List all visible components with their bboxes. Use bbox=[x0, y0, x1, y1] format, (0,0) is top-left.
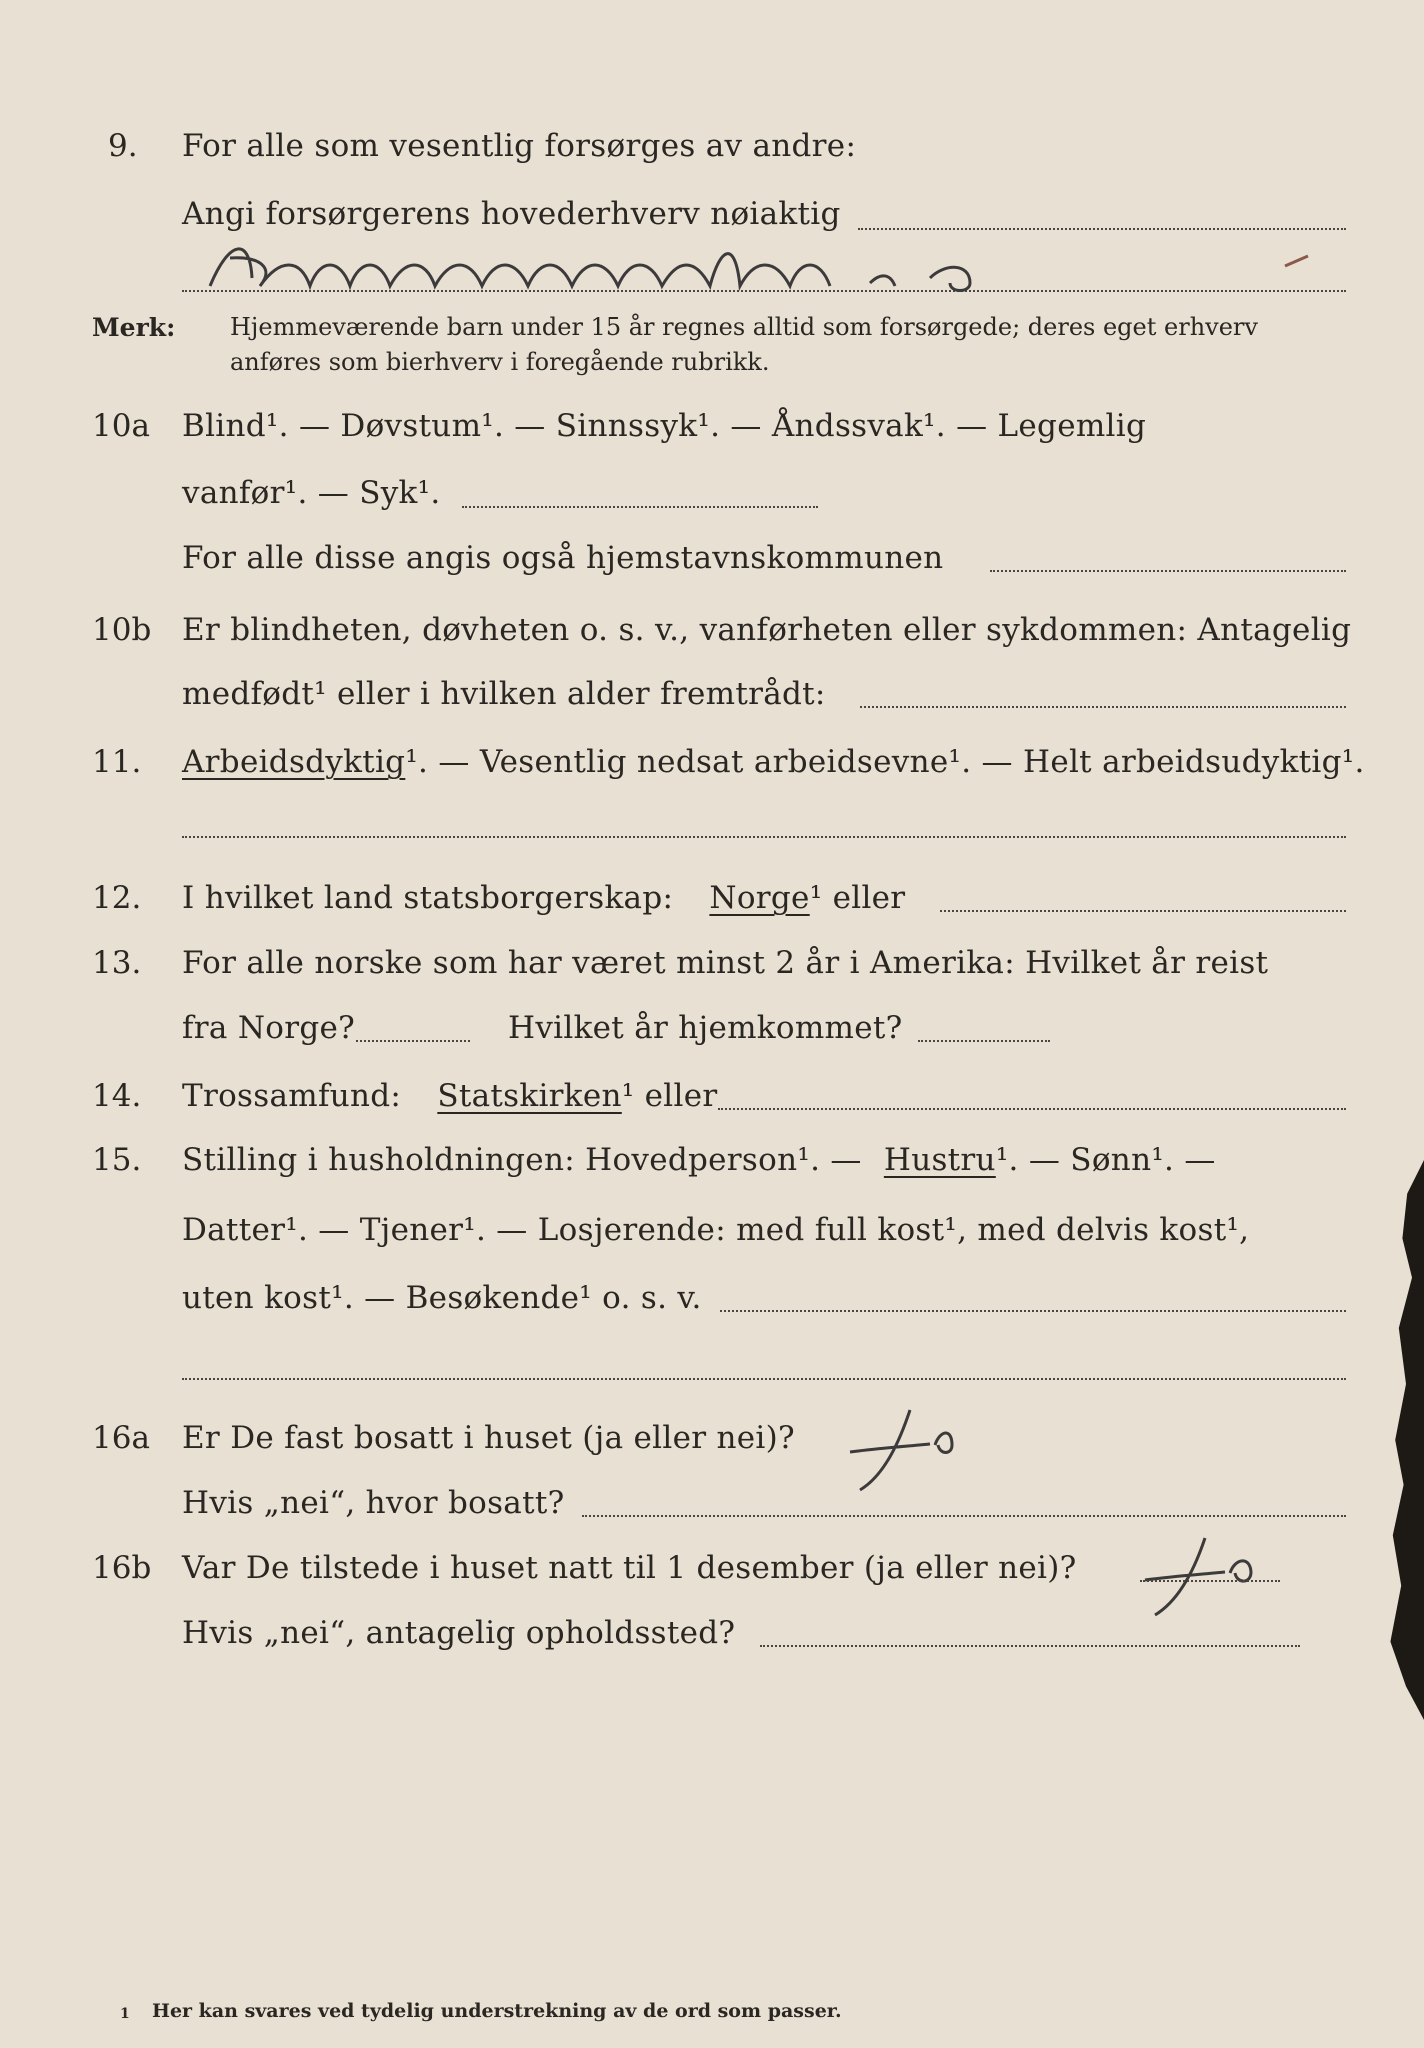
q10a-line3: For alle disse angis også hjemstavnskommunen bbox=[182, 540, 944, 576]
q15-line1a: Stilling i husholdningen: Hovedperson¹. — bbox=[182, 1142, 862, 1178]
q14-answer-line[interactable] bbox=[718, 1108, 1346, 1110]
q10a-line1: Blind¹. — Døvstum¹. — Sinnssyk¹. — Åndssvak¹. — Legemlig bbox=[182, 408, 1147, 444]
q13-number: 13. bbox=[92, 945, 142, 981]
merk-line2: anføres som bierhverv i foregående rubrikk. bbox=[230, 348, 770, 376]
q16b-answer-line[interactable] bbox=[1140, 1580, 1280, 1582]
q16a-line1: Er De fast bosatt i huset (ja eller nei)? bbox=[182, 1420, 795, 1456]
q14-question: Trossamfund: bbox=[182, 1078, 402, 1114]
q16a-handwritten-answer bbox=[840, 1400, 1000, 1510]
q16b-opholdssted-line[interactable] bbox=[760, 1645, 1300, 1647]
q15-line3: uten kost¹. — Besøkende¹ o. s. v. bbox=[182, 1280, 702, 1316]
q10b-line2: medfødt¹ eller i hvilken alder fremtrådt: bbox=[182, 676, 826, 712]
q16b-number: 16b bbox=[92, 1550, 152, 1586]
q10b-number: 10b bbox=[92, 612, 152, 648]
q15-line2: Datter¹. — Tjener¹. — Losjerende: med full kost¹, med delvis kost¹, bbox=[182, 1212, 1250, 1248]
q14-rest: ¹ eller bbox=[621, 1078, 718, 1114]
footnote-mark: 1 bbox=[120, 2006, 130, 2022]
q9-line1: For alle som vesentlig forsørges av andre: bbox=[182, 128, 857, 164]
q12-question: I hvilket land statsborgerskap: bbox=[182, 880, 674, 916]
q12-line bbox=[182, 880, 905, 916]
q10a-number: 10a bbox=[92, 408, 150, 444]
q11-line bbox=[182, 744, 1365, 780]
q13-hjemkommet-line[interactable] bbox=[918, 1040, 1050, 1042]
q10b-answer-line[interactable] bbox=[860, 706, 1346, 708]
q13-line1: For alle norske som har været minst 2 år i Amerika: Hvilket år reist bbox=[182, 945, 1269, 981]
q9-handwritten-answer bbox=[190, 228, 1340, 308]
q14-line bbox=[182, 1078, 718, 1114]
q10b-line1: Er blindheten, døvheten o. s. v., vanførheten eller sykdommen: Antagelig bbox=[182, 612, 1352, 648]
q11-answer-line[interactable] bbox=[182, 836, 1346, 838]
q16a-bosatt-line[interactable] bbox=[582, 1515, 1346, 1517]
q9-line2: Angi forsørgerens hovederhverv nøiaktig bbox=[182, 196, 841, 232]
q14-option-statskirken[interactable]: Statskirken bbox=[437, 1078, 622, 1114]
q12-rest: ¹ eller bbox=[809, 880, 906, 916]
merk-label: Merk: bbox=[92, 313, 176, 342]
q15-number: 15. bbox=[92, 1142, 142, 1178]
q15-option-hustru[interactable]: Hustru bbox=[883, 1142, 996, 1178]
q16a-number: 16a bbox=[92, 1420, 150, 1456]
torn-edge bbox=[1364, 1160, 1424, 1720]
q10a-kommune-line[interactable] bbox=[990, 570, 1346, 572]
q16a-line2: Hvis „nei“, hvor bosatt? bbox=[182, 1485, 565, 1521]
q11-option-arbeidsdyktig[interactable]: Arbeidsdyktig bbox=[182, 744, 406, 780]
q11-rest: ¹. — Vesentlig nedsat arbeidsevne¹. — Helt arbeidsudyktig¹. bbox=[405, 744, 1365, 780]
q15-answer-line[interactable] bbox=[720, 1310, 1346, 1312]
q13-line2b: Hvilket år hjemkommet? bbox=[508, 1010, 903, 1046]
q13-line2a: fra Norge? bbox=[182, 1010, 356, 1046]
q13-reist-line[interactable] bbox=[356, 1040, 470, 1042]
footnote-text: Her kan svares ved tydelig understrekning av de ord som passer. bbox=[152, 2000, 842, 2022]
q12-option-norge[interactable]: Norge bbox=[709, 880, 810, 916]
q10a-answer-line[interactable] bbox=[462, 506, 818, 508]
q12-answer-line[interactable] bbox=[940, 910, 1346, 912]
q16b-line2: Hvis „nei“, antagelig opholdssted? bbox=[182, 1615, 736, 1651]
q14-number: 14. bbox=[92, 1078, 142, 1114]
merk-line1: Hjemmeværende barn under 15 år regnes alltid som forsørgede; deres eget erhverv bbox=[230, 313, 1258, 341]
q11-number: 11. bbox=[92, 744, 142, 780]
q15-answer-line-2[interactable] bbox=[182, 1378, 1346, 1380]
q10a-line2: vanfør¹. — Syk¹. bbox=[182, 475, 441, 511]
q15-line1c: ¹. — Sønn¹. — bbox=[995, 1142, 1216, 1178]
q12-number: 12. bbox=[92, 880, 142, 916]
q16b-line1: Var De tilstede i huset natt til 1 desember (ja eller nei)? bbox=[182, 1550, 1077, 1586]
q9-number: 9. bbox=[108, 128, 138, 164]
q15-line1 bbox=[182, 1142, 1216, 1178]
